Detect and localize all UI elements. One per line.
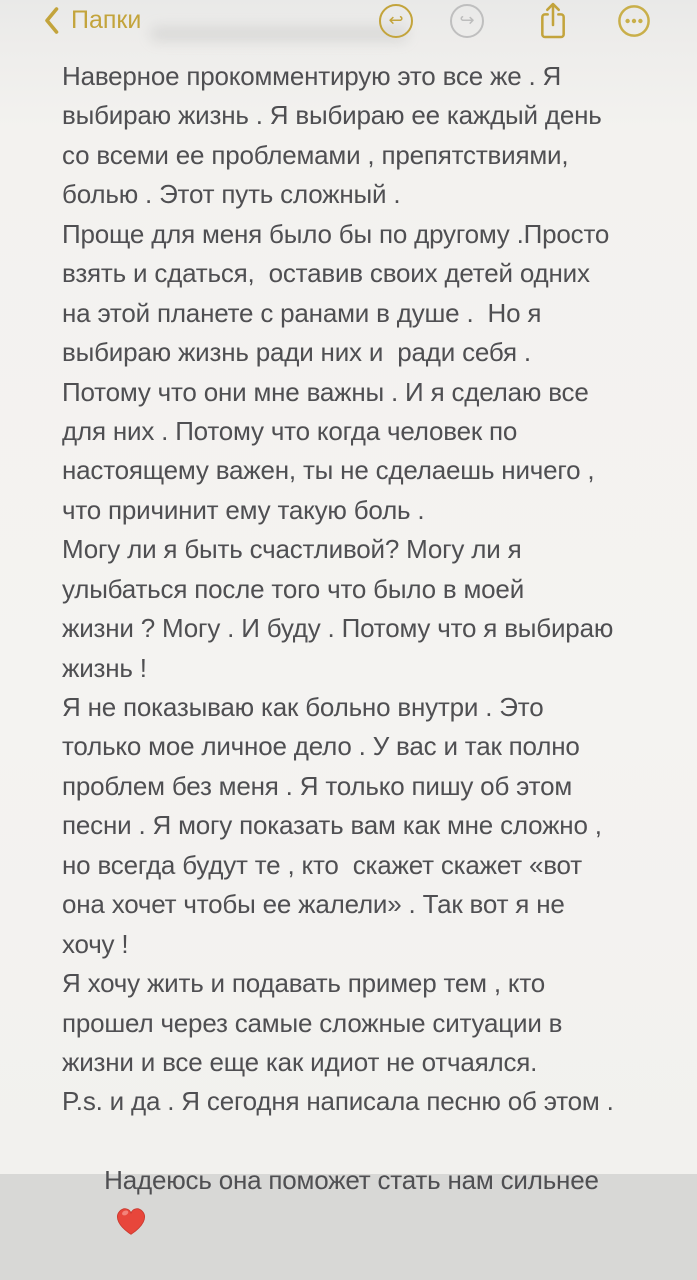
back-button[interactable] (44, 3, 141, 37)
note-line: но всегда будут те , кто скажет скажет «вот (62, 849, 582, 880)
note-line: Я не показываю как больно внутри . Это (62, 692, 544, 722)
note-line: жизни ? Могу . И буду . Потому что я выбираю (62, 613, 614, 644)
note-last-line (62, 1122, 662, 1196)
red-heart-icon (113, 1203, 149, 1236)
note-line: Потому что они мне важны . И я сделаю все (62, 376, 589, 407)
note-line: Могу ли я быть счастливой? Могу ли я (62, 534, 522, 565)
note-line: жизни и все еще как идиот не отчаялся. (62, 1046, 538, 1077)
back-label: Папки (71, 6, 142, 34)
note-line: прошел через самые сложные ситуации в (62, 1007, 563, 1038)
redo-button[interactable] (450, 4, 484, 38)
note-line: выбираю жизнь . Я выбираю ее каждый день (62, 100, 602, 131)
note-line: только мое личное дело . У вас и так полно (62, 731, 580, 762)
note-last-line-text: Надеюсь она поможет стать нам сильнее (104, 1165, 599, 1196)
navbar (0, 0, 697, 52)
note-line: песни . Я могу показать вам как мне сложно , (62, 810, 602, 841)
note-line: Наверное прокомментирую это все же . Я (62, 61, 562, 91)
redo-icon: ↪ (450, 4, 484, 38)
note-line: проблем без меня . Я только пишу об этом (62, 770, 573, 801)
note-line: что причинит ему такую боль . (62, 494, 425, 525)
note-line: улыбаться после того что было в моей (62, 573, 525, 604)
note-line: болью . Этот путь сложный . (62, 179, 401, 210)
undo-button[interactable] (379, 4, 413, 38)
undo-icon: ↩ (379, 4, 413, 38)
note-line: хочу ! (62, 928, 129, 959)
share-button[interactable] (537, 1, 571, 41)
note-body[interactable] (62, 57, 662, 1196)
more-button[interactable] (617, 4, 651, 38)
note-line: она хочет чтобы ее жалели» . Так вот я не (62, 889, 565, 920)
note-line: P.s. и да . Я сегодня написала песню об этом . (62, 1086, 614, 1117)
note-line: Проще для меня было бы по другому .Просто (62, 218, 610, 249)
note-line: со всеми ее проблемами , препятствиями, (62, 139, 569, 170)
share-icon (537, 1, 569, 41)
note-line: выбираю жизнь ради них и ради себя . (62, 337, 531, 368)
chevron-left-icon (44, 7, 59, 34)
note-line: настоящему важен, ты не сделаешь ничего , (62, 455, 595, 486)
note-line: взять и сдаться, оставив своих детей одних (62, 258, 590, 289)
note-line: жизнь ! (62, 652, 147, 683)
note-line: на этой планете с ранами в душе . Но я (62, 297, 542, 328)
note-line: Я хочу жить и подавать пример тем , кто (62, 968, 546, 999)
blurred-artifact (150, 26, 408, 42)
note-line: для них . Потому что когда человек по (62, 415, 518, 446)
ellipsis-icon (617, 4, 651, 38)
